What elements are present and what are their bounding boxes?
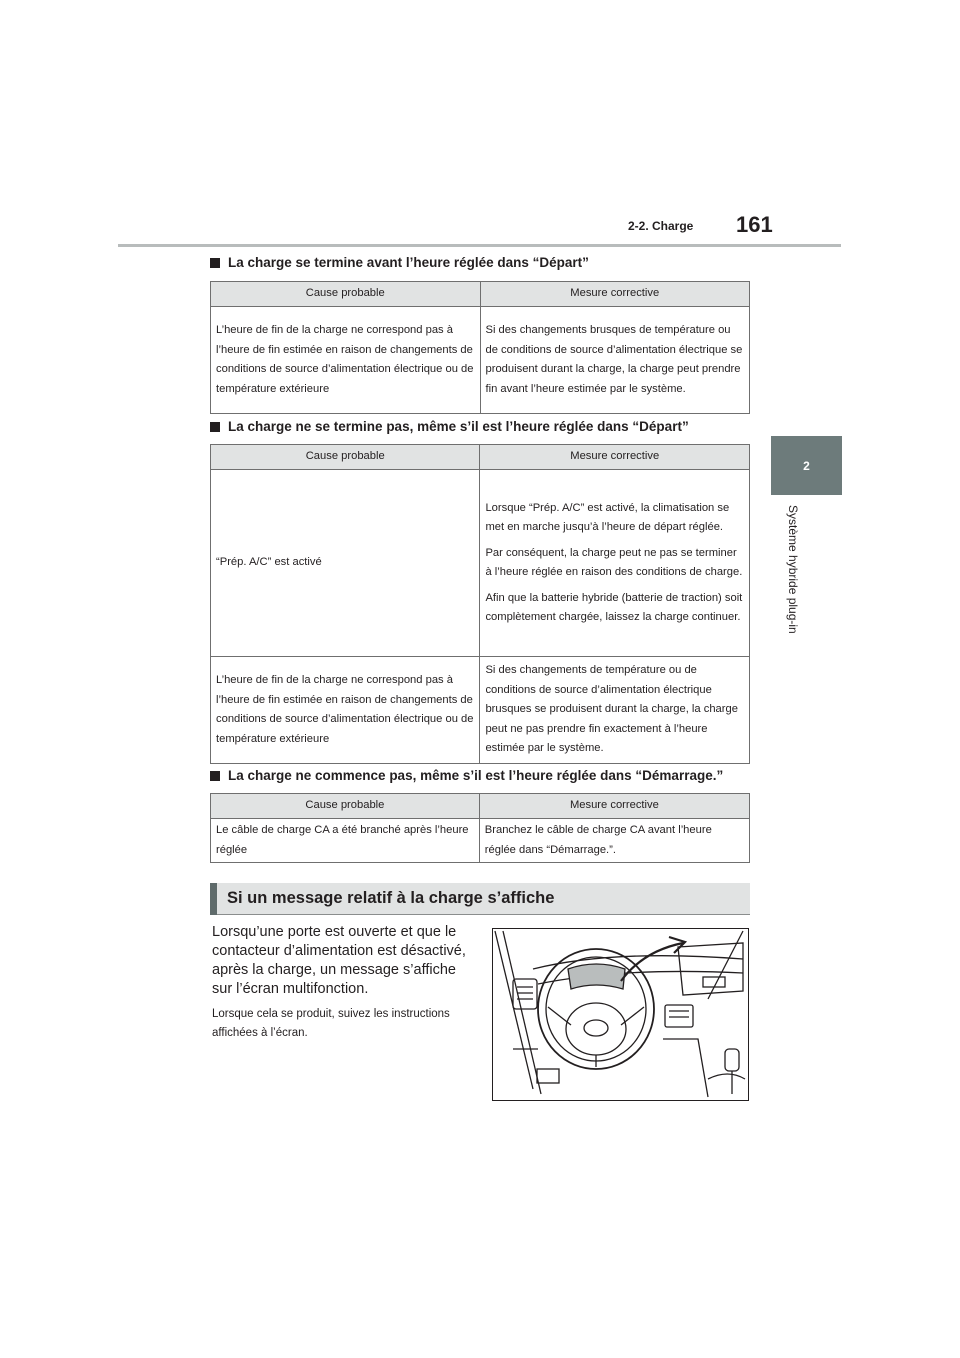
header-section-title: 2-2. Charge: [628, 219, 694, 233]
section-heading-1: [210, 255, 589, 270]
table-2: [210, 444, 750, 764]
cause-cell: [211, 819, 480, 863]
page-number: 161: [736, 212, 773, 237]
message-main-text: Lorsqu’une porte est ouverte et que le contacteur d’alimentation est désactivé, après la charge, un message s’affiche sur l’écran multifonction.: [212, 924, 466, 997]
section-heading-1-text: La charge se termine avant l’heure réglée dans “Départ”: [228, 255, 589, 270]
column-header-measure: Mesure corrective: [480, 445, 750, 470]
column-header-measure: Mesure corrective: [480, 282, 750, 307]
measure-text: Si des changements brusques de température ou de conditions de source d’alimentation électrique se produisent durant la charge, la charge peut prendre fin avant l’heure estimée par le système.: [485, 324, 743, 395]
chapter-side-label: [783, 505, 803, 655]
measure-text: Par conséquent, la charge peut ne pas se terminer à l’heure réglée en raison des conditions de charge.: [485, 546, 743, 578]
chapter-tab: [771, 436, 842, 495]
table-1: [210, 281, 750, 414]
bullet-square-icon: [210, 258, 220, 268]
column-header-cause: Cause probable: [211, 445, 480, 470]
measure-text: Lorsque “Prép. A/C” est activé, la climatisation se met en marche jusqu’à l’heure de départ réglée.: [485, 501, 730, 533]
table-header-row: [211, 445, 750, 470]
header-rule: [118, 244, 841, 247]
section-heading-3: [210, 768, 723, 783]
column-header-cause: Cause probable: [211, 282, 481, 307]
table-row: [211, 657, 750, 764]
measure-text: Afin que la batterie hybride (batterie de traction) soit complètement chargée, laissez la charge continuer.: [485, 591, 743, 623]
steering-wheel-display-icon: [493, 929, 748, 1100]
section-heading-2-text: La charge ne se termine pas, même s’il est l’heure réglée dans “Départ”: [228, 419, 689, 434]
measure-cell: [480, 657, 750, 764]
cause-cell: [211, 307, 481, 414]
table-header-row: [211, 282, 750, 307]
cause-text: “Prép. A/C” est activé: [216, 556, 322, 569]
cause-cell: [211, 470, 480, 657]
section-heading-2: [210, 419, 689, 434]
table-row: [211, 307, 750, 414]
message-section-title: Si un message relatif à la charge s’affiche: [227, 889, 555, 907]
bullet-square-icon: [210, 422, 220, 432]
column-header-measure: Mesure corrective: [479, 794, 749, 819]
table-header-row: [211, 794, 750, 819]
cause-text: Le câble de charge CA a été branché après l’heure réglée: [216, 824, 469, 856]
measure-cell: [480, 307, 750, 414]
measure-text: Branchez le câble de charge CA avant l’heure réglée dans “Démarrage.”.: [484, 824, 712, 856]
dashboard-illustration: [492, 928, 749, 1101]
measure-cell: [479, 819, 749, 863]
section-heading-3-text: La charge ne commence pas, même s’il est l’heure réglée dans “Démarrage.”: [228, 768, 724, 783]
chapter-tab-number: 2: [803, 458, 810, 473]
measure-cell: [480, 470, 750, 657]
cause-text: L’heure de fin de la charge ne correspond pas à l’heure de fin estimée en raison de changements de conditions de source d’alimentation électrique ou de température extérieure: [216, 674, 474, 745]
message-sub-text: Lorsque cela se produit, suivez les instructions affichées à l’écran.: [212, 1008, 450, 1039]
column-header-cause: Cause probable: [211, 794, 480, 819]
chapter-side-label-text: Système hybride plug-in: [786, 505, 800, 634]
heading-accent-bar: [210, 883, 217, 915]
table-row: [211, 470, 750, 657]
cause-cell: [211, 657, 480, 764]
bullet-square-icon: [210, 771, 220, 781]
table-3: [210, 793, 750, 863]
cause-text: L’heure de fin de la charge ne correspond pas à l’heure de fin estimée en raison de changements de conditions de source d’alimentation électrique ou de température extérieure: [216, 324, 474, 395]
table-row: [211, 819, 750, 863]
message-section-heading: [210, 883, 750, 915]
measure-text: Si des changements de température ou de conditions de source d’alimentation électrique brusques se produisent durant la charge, la charge peut ne pas prendre fin exactement à l’heure estimée par le système.: [485, 664, 738, 755]
